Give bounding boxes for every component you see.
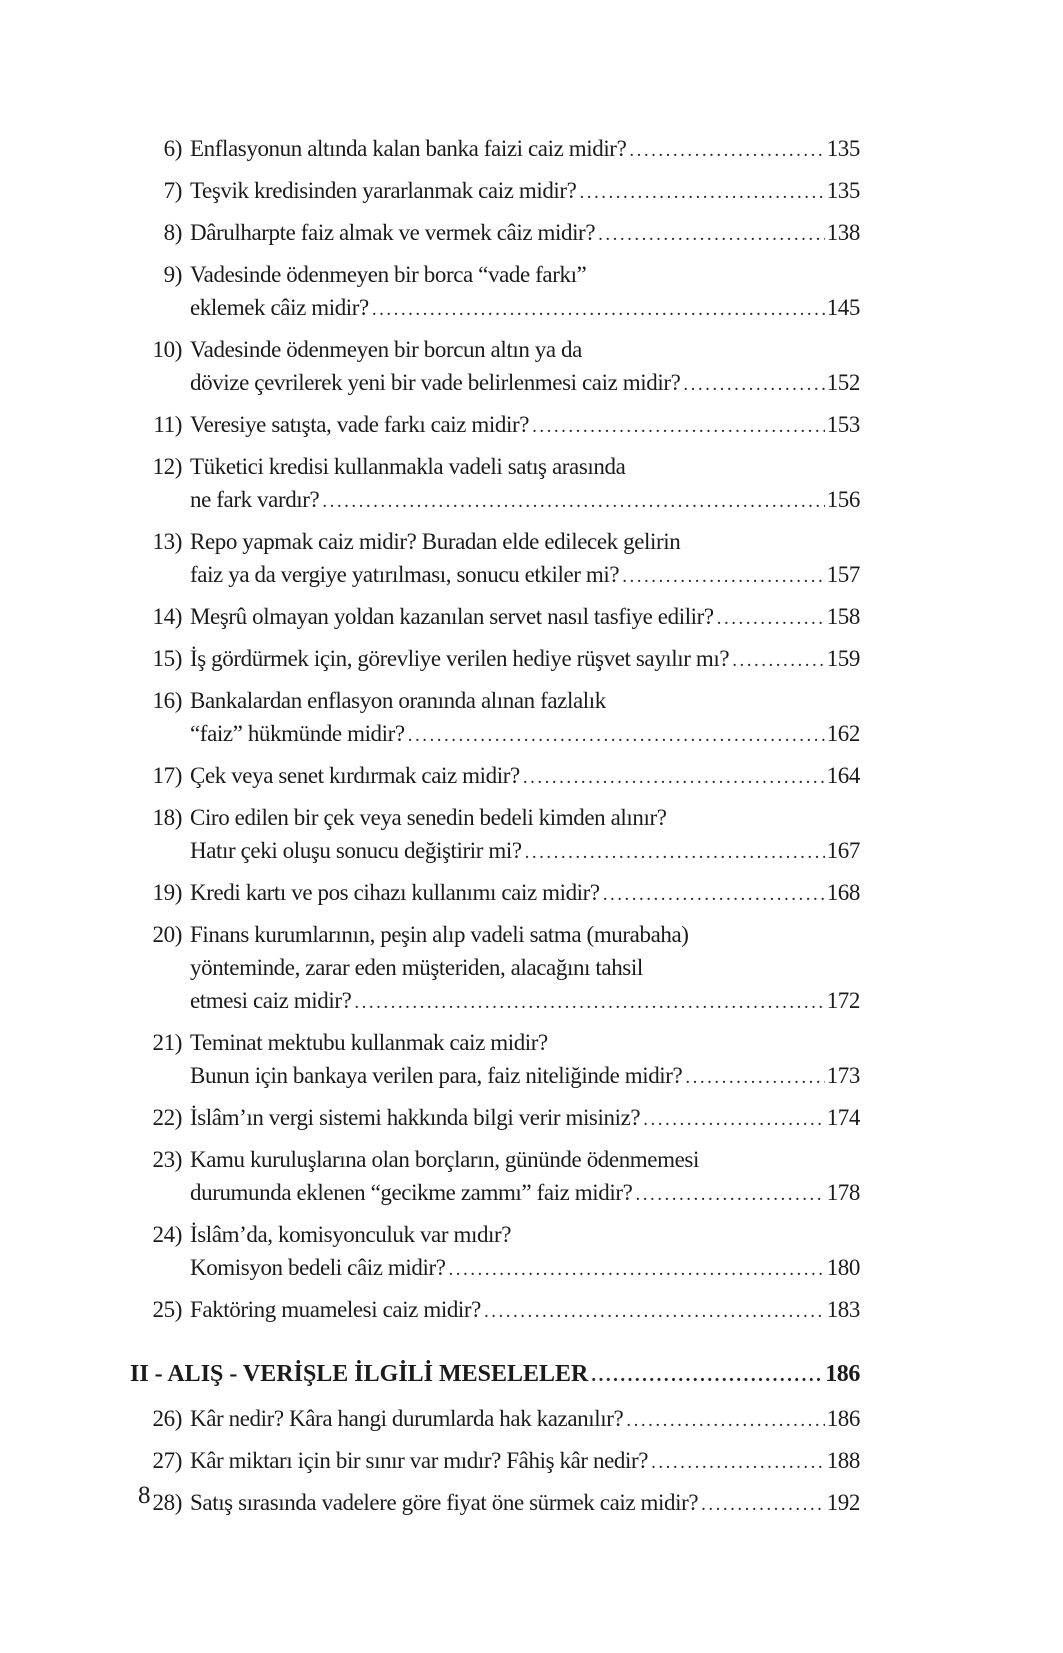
entry-body — [190, 132, 860, 167]
entry-last-line — [190, 174, 860, 209]
toc-entry — [130, 333, 860, 401]
entry-body — [190, 801, 860, 869]
entry-last-line — [190, 876, 860, 911]
toc-entry — [130, 1402, 860, 1437]
entry-body — [190, 759, 860, 794]
dot-leader — [408, 719, 825, 752]
entry-page-number: 183 — [826, 1297, 860, 1322]
entry-last-line — [190, 1293, 860, 1328]
dot-leader — [701, 1488, 825, 1521]
toc-entry — [130, 1026, 860, 1094]
entry-body — [190, 1486, 860, 1521]
entry-number: 26) — [152, 1406, 182, 1431]
entry-last-line — [190, 291, 860, 326]
entry-page-number: 145 — [826, 295, 860, 320]
dot-leader — [484, 1295, 825, 1328]
entry-last-line — [190, 1176, 860, 1211]
entry-page-number: 164 — [826, 763, 860, 788]
entry-body — [190, 1293, 860, 1328]
entry-page-number: 188 — [826, 1448, 860, 1473]
entry-number: 16) — [152, 688, 182, 713]
entry-number: 14) — [152, 604, 182, 629]
entry-number: 7) — [163, 178, 182, 203]
entry-body — [190, 1143, 860, 1211]
entry-number: 22) — [152, 1105, 182, 1130]
dot-leader — [354, 986, 824, 1019]
entry-number: 15) — [152, 646, 182, 671]
entry-text: Meşrû olmayan yoldan kazanılan servet nasıl tasfiye edilir? — [190, 604, 714, 629]
section-heading — [130, 1358, 860, 1392]
dot-leader — [717, 602, 825, 635]
entry-text: yönteminde, zarar eden müşteriden, alacağını tahsil — [190, 955, 643, 980]
entry-page-number: 174 — [826, 1105, 860, 1130]
toc-entry — [130, 876, 860, 911]
entry-number: 20) — [152, 922, 182, 947]
toc-entry — [130, 1143, 860, 1211]
entry-last-line — [190, 483, 860, 518]
dot-leader — [598, 218, 825, 251]
entry-page-number: 152 — [826, 370, 860, 395]
entry-number: 23) — [152, 1147, 182, 1172]
page-number: 8 — [138, 1482, 151, 1509]
entry-page-number: 162 — [826, 721, 860, 746]
dot-leader — [525, 836, 825, 869]
dot-leader — [622, 560, 824, 593]
toc-entry — [130, 684, 860, 752]
entry-text: Veresiye satışta, vade farkı caiz midir? — [190, 412, 530, 437]
toc-entry — [130, 525, 860, 593]
entry-body — [190, 1402, 860, 1437]
toc-entry — [130, 408, 860, 443]
entry-last-line — [190, 759, 860, 794]
entry-number: 27) — [152, 1448, 182, 1473]
entry-last-line — [190, 1402, 860, 1437]
toc-entry — [130, 174, 860, 209]
entry-text: Teşvik kredisinden yararlanmak caiz midir? — [190, 178, 577, 203]
entry-text: etmesi caiz midir? — [190, 988, 352, 1013]
dot-leader — [523, 761, 825, 794]
entry-last-line — [190, 600, 860, 635]
toc-entry — [130, 216, 860, 251]
entry-page-number: 157 — [826, 562, 860, 587]
dot-leader — [629, 134, 824, 167]
entry-page-number: 135 — [826, 136, 860, 161]
dot-leader — [683, 368, 824, 401]
toc-entry — [130, 759, 860, 794]
entry-text: dövize çevrilerek yeni bir vade belirlenmesi caiz midir? — [190, 370, 681, 395]
entry-text: Komisyon bedeli câiz midir? — [190, 1255, 446, 1280]
entry-body — [190, 642, 860, 677]
entry-body — [190, 525, 860, 593]
entry-body — [190, 876, 860, 911]
entry-text: Kâr nedir? Kâra hangi durumlarda hak kazanılır? — [190, 1406, 624, 1431]
entry-text: Dârulharpte faiz almak ve vermek câiz midir? — [190, 220, 596, 245]
entry-page-number: 135 — [826, 178, 860, 203]
entry-text: Finans kurumlarının, peşin alıp vadeli satma (murabaha) — [190, 922, 689, 947]
entry-body — [190, 1026, 860, 1094]
section-page-number: 186 — [825, 1361, 860, 1387]
entry-text: Enflasyonun altında kalan banka faizi caiz midir? — [190, 136, 627, 161]
entry-text: Ciro edilen bir çek veya senedin bedeli kimden alınır? — [190, 805, 667, 830]
entry-number: 6) — [163, 136, 182, 161]
entry-page-number: 158 — [826, 604, 860, 629]
entry-last-line — [190, 216, 860, 251]
entry-number: 8) — [163, 220, 182, 245]
entry-body — [190, 333, 860, 401]
toc-entry — [130, 132, 860, 167]
entry-number: 28) — [152, 1490, 182, 1515]
dot-leader — [580, 176, 825, 209]
entry-number: 24) — [152, 1222, 182, 1247]
entry-number: 19) — [152, 880, 182, 905]
dot-leader — [532, 410, 825, 443]
dot-leader — [651, 1446, 825, 1479]
entry-last-line — [190, 558, 860, 593]
table-of-contents — [130, 132, 860, 1528]
entry-text: Kâr miktarı için bir sınır var mıdır? Fâhiş kâr nedir? — [190, 1448, 649, 1473]
entry-text: Tüketici kredisi kullanmakla vadeli satış arasında — [190, 454, 626, 479]
entry-text: Kredi kartı ve pos cihazı kullanımı caiz midir? — [190, 880, 600, 905]
entry-text: İş gördürmek için, görevliye verilen hediye rüşvet sayılır mı? — [190, 646, 730, 671]
entry-last-line — [190, 984, 860, 1019]
dot-leader — [603, 878, 825, 911]
entry-number: 13) — [152, 529, 182, 554]
entry-number: 11) — [153, 412, 182, 437]
entry-text: Repo yapmak caiz midir? Buradan elde edilecek gelirin — [190, 529, 681, 554]
entry-page-number: 192 — [826, 1490, 860, 1515]
entry-body — [190, 1444, 860, 1479]
entry-last-line — [190, 1251, 860, 1286]
entry-body — [190, 684, 860, 752]
entry-number: 18) — [152, 805, 182, 830]
entry-page-number: 153 — [826, 412, 860, 437]
entry-number: 10) — [152, 337, 182, 362]
toc-entry — [130, 642, 860, 677]
entry-body — [190, 258, 860, 326]
entry-text: “faiz” hükmünde midir? — [190, 721, 405, 746]
toc-entry — [130, 450, 860, 518]
entry-text: durumunda eklenen “gecikme zammı” faiz midir? — [190, 1180, 633, 1205]
entry-page-number: 138 — [826, 220, 860, 245]
entry-last-line — [190, 717, 860, 752]
entry-text: Vadesinde ödenmeyen bir borca “vade farkı” — [190, 262, 587, 287]
entry-last-line — [190, 834, 860, 869]
entry-text: faiz ya da vergiye yatırılması, sonucu etkiler mi? — [190, 562, 620, 587]
entry-page-number: 173 — [826, 1063, 860, 1088]
entry-last-line — [190, 1101, 860, 1136]
entry-last-line — [190, 1059, 860, 1094]
entry-text: Çek veya senet kırdırmak caiz midir? — [190, 763, 520, 788]
entry-body — [190, 408, 860, 443]
entry-text: Faktöring muamelesi caiz midir? — [190, 1297, 481, 1322]
dot-leader — [643, 1103, 825, 1136]
entry-body — [190, 1218, 860, 1286]
entry-page-number: 168 — [826, 880, 860, 905]
dot-leader — [626, 1404, 824, 1437]
entry-text: eklemek câiz midir? — [190, 295, 369, 320]
toc-entry — [130, 918, 860, 1019]
entry-last-line — [190, 642, 860, 677]
entry-number: 12) — [152, 454, 182, 479]
entry-body — [190, 450, 860, 518]
entry-body — [190, 918, 860, 1019]
entry-page-number: 186 — [826, 1406, 860, 1431]
entry-last-line — [190, 1486, 860, 1521]
entry-text: Bunun için bankaya verilen para, faiz niteliğinde midir? — [190, 1063, 683, 1088]
entry-last-line — [190, 366, 860, 401]
entry-body — [190, 216, 860, 251]
entry-text: İslâm’ın vergi sistemi hakkında bilgi verir misiniz? — [190, 1105, 641, 1130]
toc-entry — [130, 801, 860, 869]
entry-text: Vadesinde ödenmeyen bir borcun altın ya da — [190, 337, 582, 362]
entry-page-number: 180 — [826, 1255, 860, 1280]
entry-last-line — [190, 1444, 860, 1479]
toc-entry — [130, 1101, 860, 1136]
entry-text: Hatır çeki oluşu sonucu değiştirir mi? — [190, 838, 522, 863]
dot-leader — [591, 1359, 823, 1392]
entry-page-number: 172 — [826, 988, 860, 1013]
toc-entry — [130, 1218, 860, 1286]
section-heading-label: II - ALIŞ - VERİŞLE İLGİLİ MESELELER — [130, 1361, 589, 1387]
entry-number: 9) — [163, 262, 182, 287]
toc-entry — [130, 1293, 860, 1328]
toc-entry — [130, 1486, 860, 1521]
toc-entry — [130, 1444, 860, 1479]
entry-text: ne fark vardır? — [190, 487, 320, 512]
entry-body — [190, 1101, 860, 1136]
dot-leader — [685, 1061, 824, 1094]
entry-text: İslâm’da, komisyonculuk var mıdır? — [190, 1222, 512, 1247]
entry-page-number: 156 — [826, 487, 860, 512]
entry-number: 17) — [152, 763, 182, 788]
dot-leader — [322, 485, 824, 518]
entry-number: 25) — [152, 1297, 182, 1322]
entry-page-number: 159 — [826, 646, 860, 671]
entry-number: 21) — [152, 1030, 182, 1055]
entry-last-line — [190, 132, 860, 167]
entry-text: Kamu kuruluşlarına olan borçların, gününde ödenmemesi — [190, 1147, 699, 1172]
dot-leader — [635, 1178, 824, 1211]
entry-body — [190, 174, 860, 209]
toc-entry — [130, 258, 860, 326]
entry-page-number: 167 — [826, 838, 860, 863]
dot-leader — [449, 1253, 825, 1286]
entry-page-number: 178 — [826, 1180, 860, 1205]
dot-leader — [732, 644, 825, 677]
entry-last-line — [190, 408, 860, 443]
entry-text: Bankalardan enflasyon oranında alınan fazlalık — [190, 688, 606, 713]
dot-leader — [372, 293, 825, 326]
entry-text: Teminat mektubu kullanmak caiz midir? — [190, 1030, 548, 1055]
toc-entry — [130, 600, 860, 635]
entry-body — [190, 600, 860, 635]
entry-text: Satış sırasında vadelere göre fiyat öne sürmek caiz midir? — [190, 1490, 699, 1515]
